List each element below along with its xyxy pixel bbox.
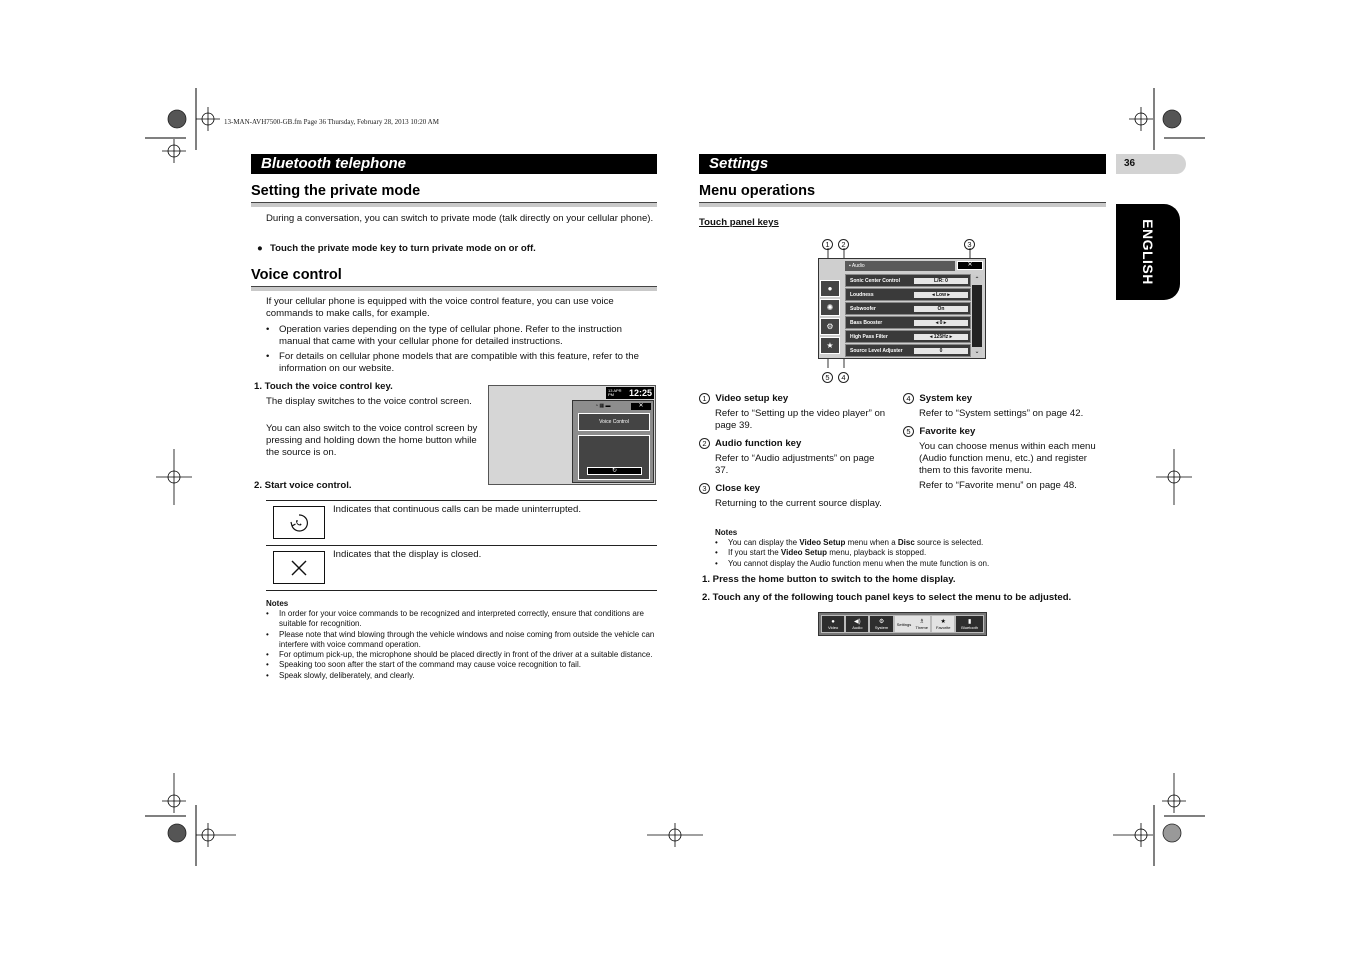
settings-rows [845,274,971,357]
key-title: 5 Favorite key [903,426,1103,438]
note-item: • Speaking too soon after the start of the command may cause voice recognition to fail. [266,660,581,670]
heading-rule [699,202,1106,207]
table-rule [266,500,657,501]
setting-row[interactable]: Source Level Adjuster 0 [845,344,971,357]
heading-voice-control: Voice control [251,267,342,283]
scroll-down-icon[interactable]: ⌄ [972,347,982,357]
menu-item-audio[interactable]: ◀) Audio [845,615,869,633]
key-title: 3 Close key [699,483,889,495]
note-item: • If you start the Video Setup menu, playback is stopped. [715,548,927,558]
setting-row[interactable]: High Pass Filter ◂ 125Hz ▸ [845,330,971,343]
key-desc: Refer to “System settings” on page 42. [919,408,1084,420]
key-desc: You can choose menus within each menu (Audio function menu, etc.) and register them to this favorite menu. [919,441,1096,477]
key-title: 1 Video setup key [699,393,889,405]
close-x-icon [273,551,325,584]
callout-2: 2 [838,236,849,254]
favorite-key-icon[interactable]: ★ [820,337,840,354]
voice-control-screen [488,385,656,485]
keys-list-2 [903,393,1103,492]
step1-text2: You can also switch to the voice control screen by pressing and holding down the home button while the source is on. [266,423,478,458]
section-bar-bluetooth: Bluetooth telephone [251,154,657,174]
subheading-touch-panel-keys: Touch panel keys [699,217,779,228]
video-setup-key-icon[interactable]: ● [820,280,840,297]
close-key-icon[interactable]: ✕ [957,261,983,270]
scroll-up-icon[interactable]: ⌃ [972,275,982,285]
table-rule [266,590,657,591]
icon-desc-continuous: Indicates that continuous calls can be made uninterrupted. [333,504,581,515]
voice-bullet-1: • Operation varies depending on the type of cellular phone. Refer to the instruction manual that came with your cellular phone for detailed instructions. [266,324,622,347]
private-mode-bullet: ● Touch the private mode key to turn private mode on or off. [257,243,536,254]
clock-date: 13 APR PM [608,388,622,397]
note-item: • Please note that wind blowing through the vehicle windows and noise coming from outside the vehicle can interfere with voice command operation. [266,629,655,649]
callout-1: 1 [822,236,833,254]
step2-right: 2. Touch any of the following touch panel keys to select the menu to be adjusted. [702,592,1072,603]
menu-item-settings-theme[interactable]: Settings ♗ Theme [894,615,932,633]
private-mode-text: During a conversation, you can switch to private mode (talk directly on your cellular phone). [266,213,654,224]
callout-3: 3 [964,236,975,254]
step1-title: 1. Touch the voice control key. [254,381,393,392]
continuous-call-button[interactable]: ↻ [587,467,642,475]
notes-list-right [715,538,1105,569]
clock-box [606,387,654,399]
page-number: 36 [1116,154,1186,174]
bluetooth-icon: ▮ [968,619,972,625]
setting-row[interactable]: Sonic Center Control L/R: 0 [845,274,971,287]
callout-5: 5 [822,369,833,387]
voice-control-button[interactable]: Voice Control [578,413,650,431]
system-icon: ⚙ [878,619,885,625]
note-item: • Speak slowly, deliberately, and clearly. [266,670,415,680]
key-title: 2 Audio function key [699,438,889,450]
table-rule [266,545,657,546]
notes-list-left [266,609,658,681]
voice-panel-area [578,435,650,480]
voice-control-intro: If your cellular phone is equipped with the voice control feature, you can use voice commands to make calls, for example. [266,296,614,319]
notes-title-left: Notes [266,599,289,608]
menu-bar [818,612,987,636]
key-desc: Returning to the current source display. [715,498,882,510]
notes-title-right: Notes [715,528,738,537]
clock-time: 12:25 [628,388,652,398]
setting-row[interactable]: Bass Booster ◂ 0 ▸ [845,316,971,329]
video-icon: ● [831,618,835,625]
continuous-call-icon [273,506,325,539]
step2-title: 2. Start voice control. [254,480,352,491]
voice-panel [572,400,654,483]
note-item: • You can display the Video Setup menu when a Disc source is selected. [715,538,984,547]
voice-bullet-2: • For details on cellular phone models that are compatible with this feature, refer to the information on our website. [266,351,639,374]
bullet-dot: ● [257,243,263,254]
audio-title-bar: ▪ Audio [845,261,955,271]
heading-rule [251,286,657,291]
menu-item-system[interactable]: ⚙ System [869,615,893,633]
key-desc: Refer to “Audio adjustments” on page 37. [715,453,875,477]
audio-function-key-icon[interactable]: ✺ [820,299,840,316]
status-icons: ◔ ▦ ▬ [595,403,611,409]
icon-desc-close: Indicates that the display is closed. [333,549,482,560]
heading-menu-operations: Menu operations [699,183,816,199]
audio-settings-screen [818,258,986,359]
note-item: • In order for your voice commands to be recognized and interpreted correctly, ensure that conditions are suitable for recognition. [266,609,644,629]
menu-item-video[interactable]: ● Video [821,615,845,633]
menu-item-bluetooth[interactable]: ▮ Bluetooth [955,615,984,633]
favorite-icon: ★ [940,619,946,625]
audio-icon: ◀) [853,619,861,625]
side-keys [820,280,840,356]
key-title: 4 System key [903,393,1103,405]
heading-private-mode: Setting the private mode [251,183,421,199]
keys-list-1 [699,393,889,510]
menu-item-favorite[interactable]: ★ Favorite [931,615,955,633]
system-key-icon[interactable]: ⚙ [820,318,840,335]
theme-icon: ♗ [919,619,925,625]
language-tab: ENGLISH [1116,204,1180,300]
file-info: 13-MAN-AVH7500-GB.fm Page 36 Thursday, February 28, 2013 10:20 AM [224,118,439,126]
close-icon[interactable]: ✕ [631,403,651,410]
section-bar-settings: Settings [699,154,1106,174]
key-desc: Refer to “Setting up the video player” on page 39. [715,408,886,432]
heading-rule [251,202,657,207]
callout-4: 4 [838,369,849,387]
step1-right: 1. Press the home button to switch to the home display. [702,574,956,585]
key-desc: Refer to “Favorite menu” on page 48. [919,480,1077,492]
scrollbar[interactable] [972,275,982,357]
setting-row[interactable]: Subwoofer On [845,302,971,315]
step1-text1: The display switches to the voice control screen. [266,396,472,407]
note-item: • You cannot display the Audio function menu when the mute function is on. [715,558,990,568]
note-item: • For optimum pick-up, the microphone should be placed directly in front of the driver at a suitable distance. [266,650,653,660]
setting-row[interactable]: Loudness ◂ Low ▸ [845,288,971,301]
